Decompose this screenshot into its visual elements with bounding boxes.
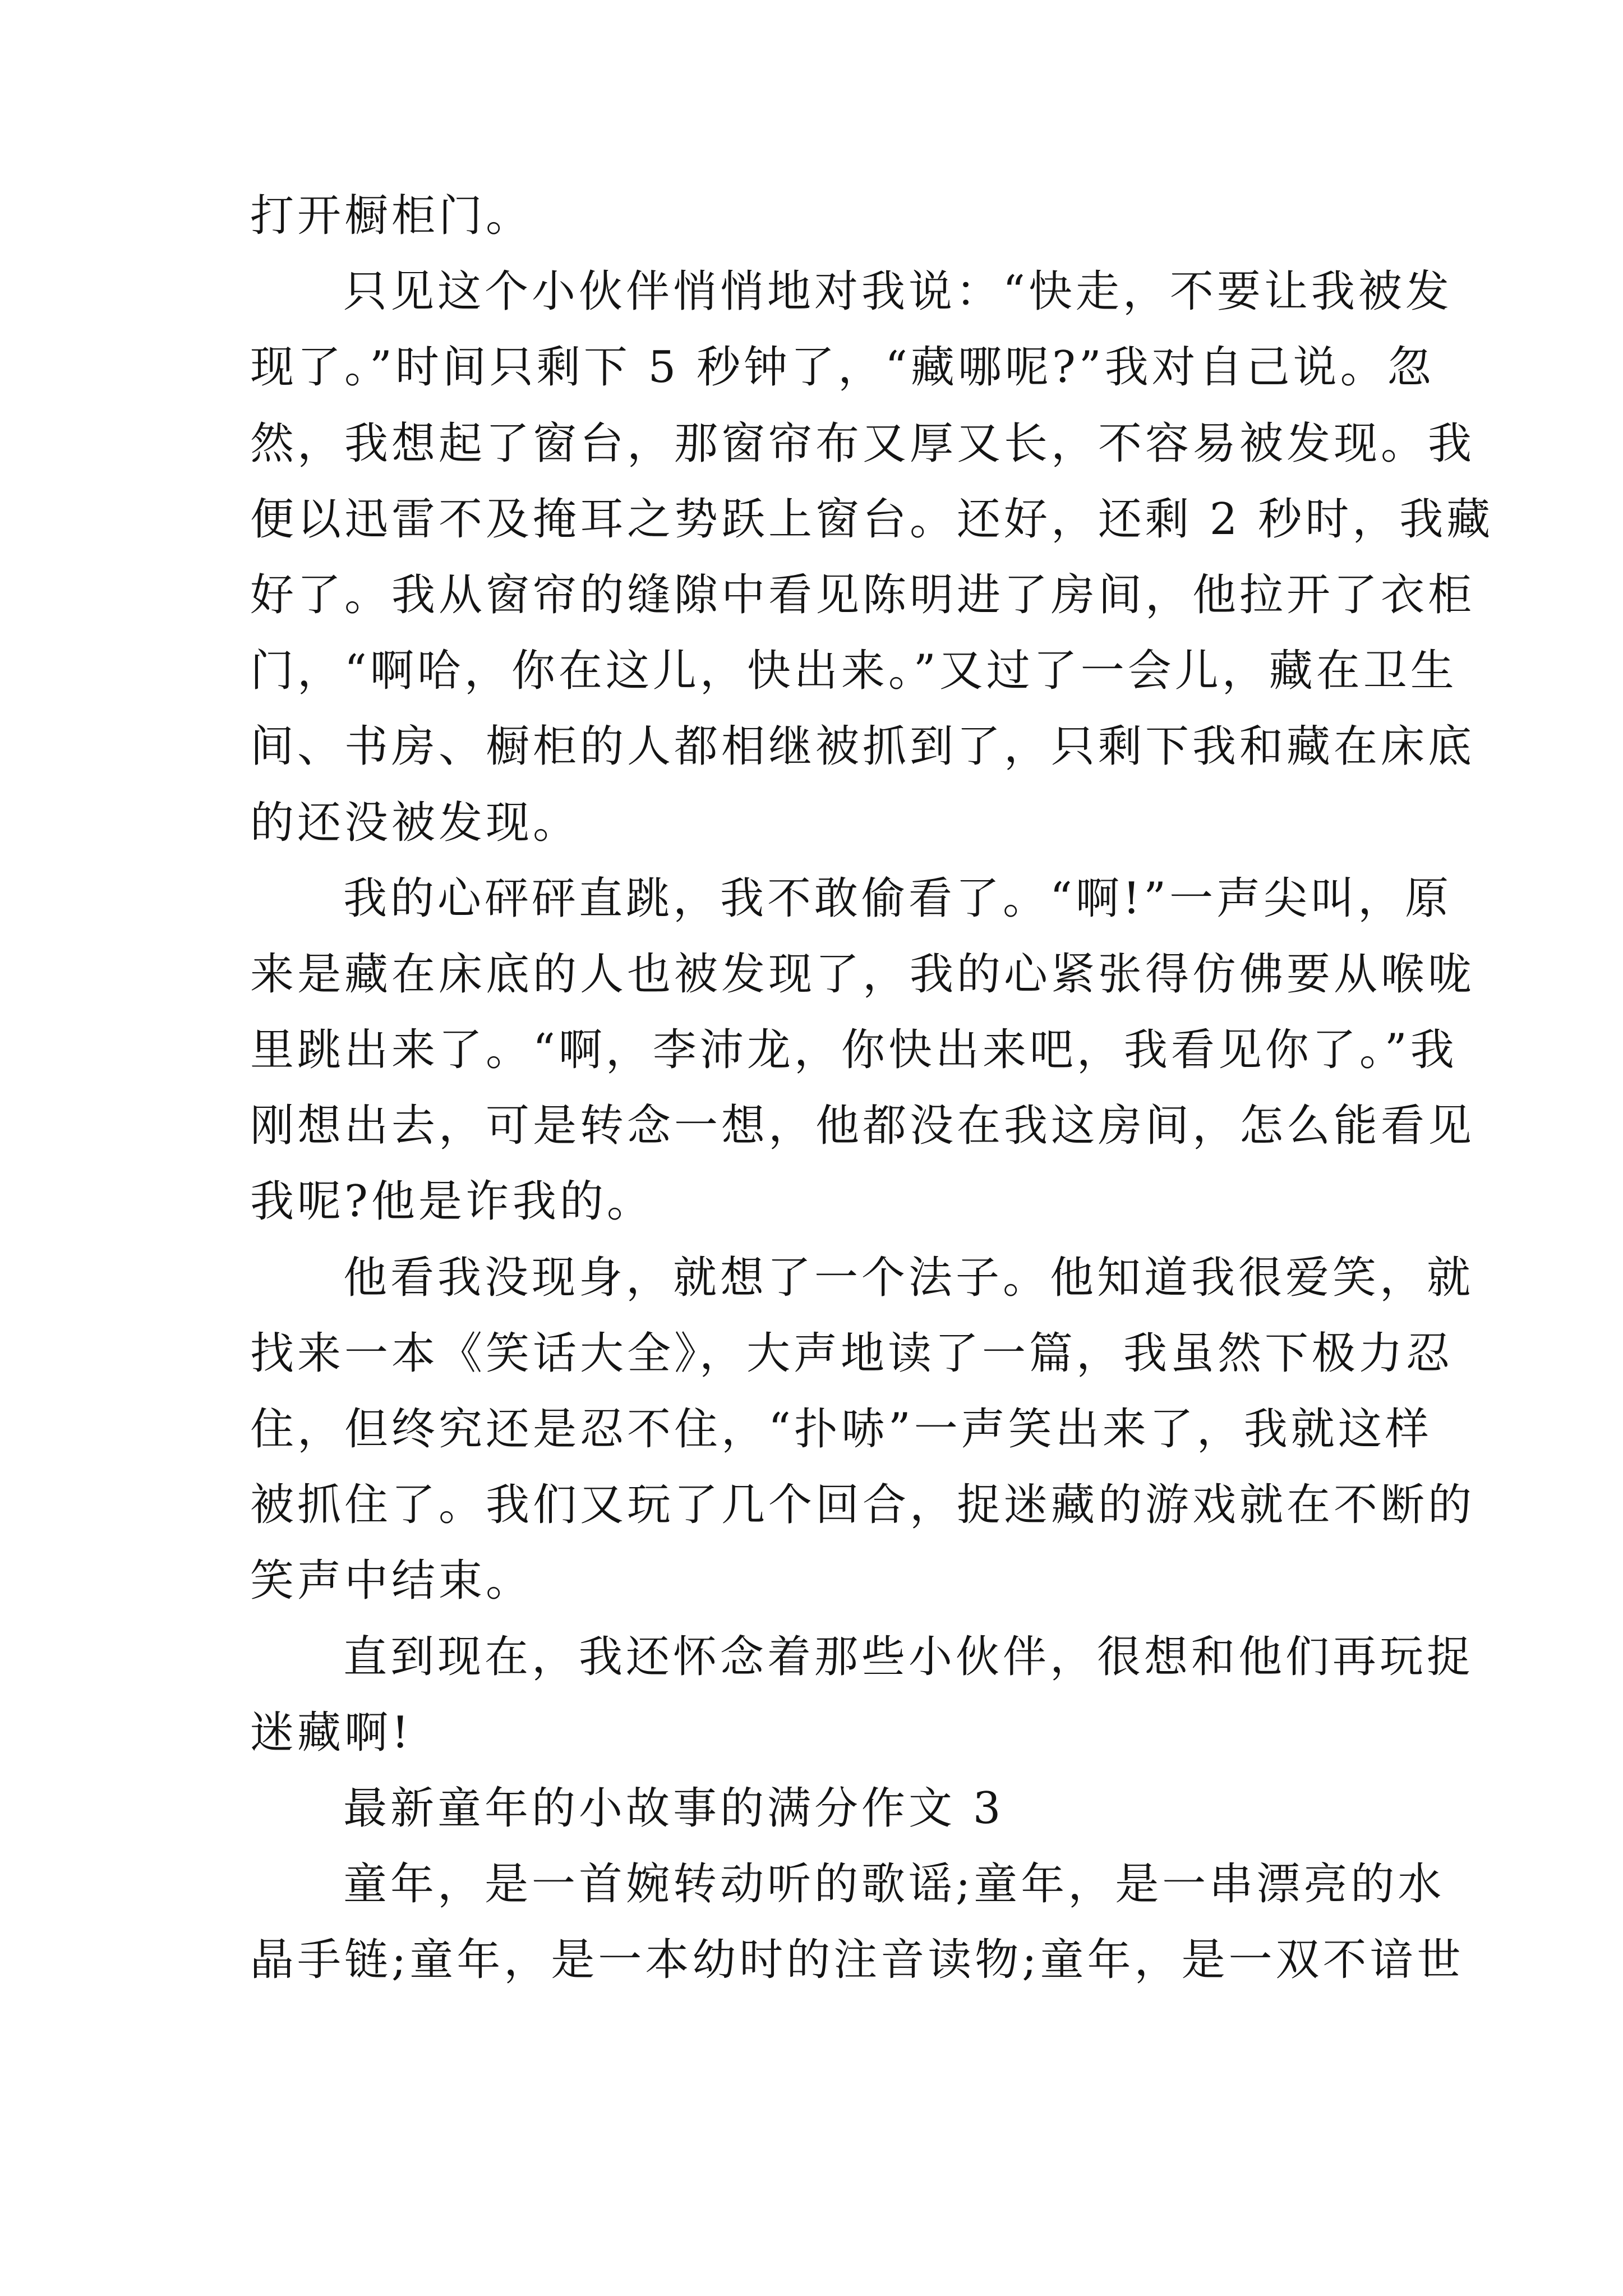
text-line: 被抓住了。我们又玩了几个回合，捉迷藏的游戏就在不断的: [250, 1480, 1476, 1531]
paragraph-first-line: 我的心砰砰直跳，我不敢偷看了。“啊!”一声尖叫，原: [343, 873, 1453, 924]
paragraph-first-line: 直到现在，我还怀念着那些小伙伴，很想和他们再玩捉: [343, 1631, 1474, 1682]
text-line: 我呢?他是诈我的。: [250, 1176, 654, 1227]
text-line: 来是藏在床底的人也被发现了，我的心紧张得仿佛要从喉咙: [250, 949, 1476, 1000]
paragraph-first-line: 童年，是一首婉转动听的歌谣;童年，是一串漂亮的水: [343, 1859, 1445, 1910]
text-line: 然，我想起了窗台，那窗帘布又厚又长，不容易被发现。我: [250, 418, 1476, 469]
text-line: 便以迅雷不及掩耳之势跃上窗台。还好，还剩 2 秒时，我藏: [250, 494, 1494, 545]
section-heading: 最新童年的小故事的满分作文 3: [343, 1783, 1004, 1834]
text-line: 间、书房、橱柜的人都相继被抓到了，只剩下我和藏在床底: [250, 721, 1476, 772]
text-line: 的还没被发现。: [250, 797, 580, 848]
text-line: 里跳出来了。“啊，李沛龙，你快出来吧，我看见你了。”我: [250, 1025, 1458, 1076]
document-body: [250, 178, 1494, 1999]
text-line: 迷藏啊!: [250, 1707, 413, 1758]
paragraph-first-line: 他看我没现身，就想了一个法子。他知道我很爱笑，就: [343, 1252, 1474, 1303]
text-line: 门，“啊哈，你在这儿，快出来。”又过了一会儿，藏在卫生: [250, 646, 1458, 697]
text-line: 晶手链;童年，是一本幼时的注音读物;童年，是一双不谙世: [250, 1935, 1464, 1986]
text-line: 住，但终究还是忍不住，“扑哧”一声笑出来了，我就这样: [250, 1404, 1432, 1455]
text-line: 打开橱柜门。: [250, 191, 533, 241]
text-line: 刚想出去，可是转念一想，他都没在我这房间，怎么能看见: [250, 1101, 1476, 1152]
text-line: 找来一本《笑话大全》，大声地读了一篇，我虽然下极力忍: [250, 1328, 1454, 1379]
text-line: 现了。”时间只剩下 5 秒钟了，“藏哪呢?”我对自己说。忽: [250, 342, 1435, 393]
text-line: 好了。我从窗帘的缝隙中看见陈明进了房间，他拉开了衣柜: [250, 569, 1476, 620]
paragraph-first-line: 只见这个小伙伴悄悄地对我说：“快走，不要让我被发: [343, 266, 1453, 318]
text-line: 笑声中结束。: [250, 1556, 533, 1607]
